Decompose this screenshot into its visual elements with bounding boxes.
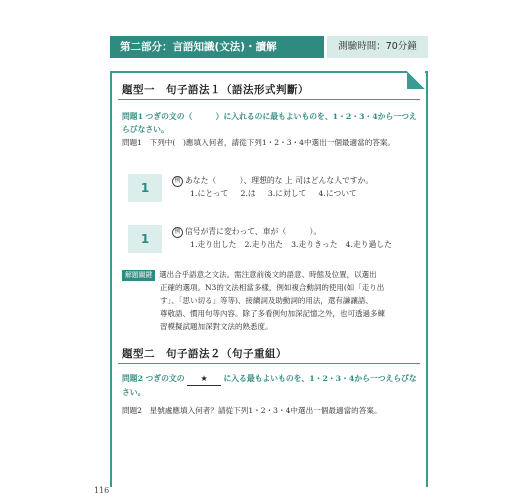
page-number: 116 (94, 486, 110, 495)
question-1 (172, 174, 422, 200)
mondai-2-instruction: 問題2 星號處應填入何者？請從下列1・2・3・4中選出一個最適當的答案。 (122, 406, 382, 415)
book-page (88, 20, 440, 500)
section-divider-1 (118, 99, 420, 100)
section-divider-2 (118, 363, 420, 364)
mondai-1-text: つぎの文の（ ）に入れるのに最もよいものを、1・2・3・4から一つえらびなさい。 (122, 112, 417, 134)
explanation-block (122, 268, 420, 333)
section-title-1: 題型一 句子語法１（語法形式判斷） (122, 84, 309, 96)
mondai-2-text-a: つぎの文の (145, 374, 185, 383)
question-2 (172, 225, 422, 251)
question-number-box: 1 (128, 225, 162, 253)
mondai-1-prompt (122, 110, 418, 136)
section-title-2: 題型二 句子語法２（句子重組） (122, 348, 287, 360)
option: 2.は (240, 189, 256, 198)
question-1-options (172, 187, 422, 200)
question-2-sentence: 信号が青に変わって、車が（ ）。 (185, 227, 322, 236)
mondai-2-label: 問題2 (122, 374, 144, 383)
option: 3.走りきった (291, 240, 338, 249)
explanation-line: す」、「思い切る」等等)、接續詞及助動詞的用法，還有謙讓語、 (160, 296, 373, 305)
frame-corner-decoration (407, 71, 425, 89)
question-1-sentence: あなた（ ）、理想的な 上 司はどんな人ですか。 (185, 176, 374, 185)
question-number-box: 1 (128, 174, 162, 202)
explanation-label: 解題關鍵 (122, 270, 155, 281)
mondai-1-label: 問題1 (122, 112, 144, 121)
option: 1.走り出した (190, 240, 237, 249)
option: 3.に対して (267, 189, 307, 198)
option: 4.について (318, 189, 357, 198)
explanation-line: 尊敬語、慣用句等內容。除了多看例句加深記憶之外，也可透過多練 (160, 309, 385, 318)
mondai-1-instruction: 問題1 下列中( )應填入何者，請從下列1・2・3・4中選出一個最適當的答案。 (122, 138, 396, 147)
header-test-time: 測驗時間：70分鐘 (327, 36, 428, 58)
option: 4.走り過した (345, 240, 392, 249)
example-mark-icon: 例 (172, 176, 183, 187)
question-2-options (172, 238, 422, 251)
header-title: 第二部分：言語知識(文法)・讀解 (110, 36, 324, 58)
mondai-2-text-b: に入る最もよいものを、1・2・3・4から一つえらびなさい。 (122, 374, 417, 397)
option: 2.走り出た (244, 240, 284, 249)
option: 1.にとって (190, 189, 229, 198)
page-header (110, 36, 428, 58)
explanation-line: 選出合乎語意之文法。需注意前後文的語意、時態及位置，以選出 (159, 270, 377, 279)
example-mark-icon: 例 (172, 227, 183, 238)
mondai-2-prompt (122, 372, 418, 399)
explanation-line: 正確的選項。N3的文法相當多樣，例如複合動詞的使用(如「走り出 (160, 283, 385, 292)
star-blank: ★ (187, 372, 221, 386)
explanation-line: 習模擬試題加深對文法的熟悉度。 (160, 322, 273, 331)
